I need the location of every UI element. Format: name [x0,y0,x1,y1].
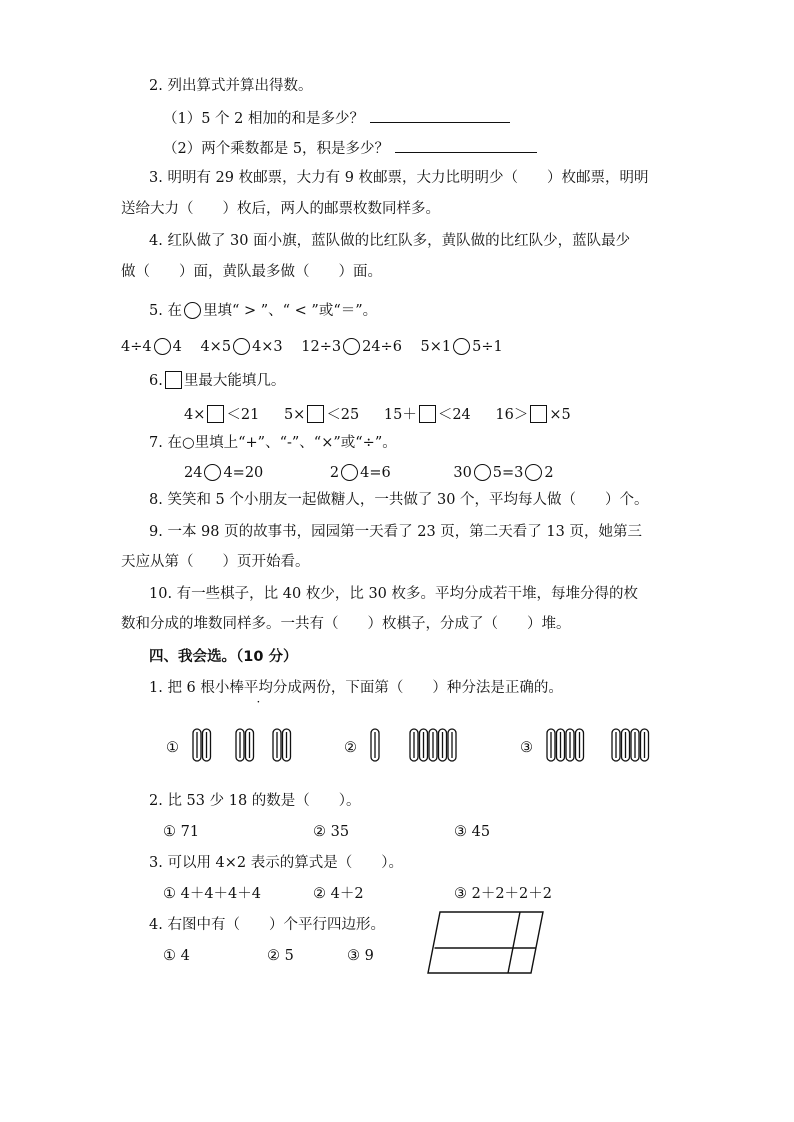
choice-option[interactable]: ① 71 [163,824,200,840]
q7-title: 7. 在○里填上“+”、“-”、“×”或“÷”。 [149,435,397,451]
q5-item: 5×1 5÷1 [420,339,503,355]
choice-option[interactable]: ② 35 [313,824,350,840]
q10-line1: 10. 有一些棋子，比 40 枚少，比 30 枚多。平均分成若干堆，每堆分得的枚 [149,586,639,602]
q5-title-post: 里填“ > ”、“ < ”或“＝”。 [202,303,378,319]
q5-item: 4×5 4×3 [200,339,283,355]
q2-title: 2. 列出算式并算出得数。 [149,78,313,94]
q4-line1: 4. 红队做了 30 面小旗，蓝队做的比红队多，黄队做的比红队少，蓝队最少 [149,233,631,249]
q8: 8. 笑笑和 5 个小朋友一起做糖人，一共做了 30 个，平均每人做（ ）个。 [149,492,649,508]
q6-item: 4× ＜21 [184,407,260,423]
c3-options [163,884,552,904]
q5-item: 12÷3 24÷6 [301,339,402,355]
q9-line1: 9. 一本 98 页的故事书，园园第一天看了 23 页，第二天看了 13 页，她第三 [149,524,642,540]
q6-item: 15＋ ＜24 [383,407,471,423]
c4-options [163,946,374,966]
choice-option[interactable]: ③ 45 [454,824,491,840]
q7-item: 2 4=6 [329,465,391,481]
q5-item: 4÷4 4 [121,339,182,355]
q6-item: 16＞ ×5 [495,407,571,423]
q3-line2: 送给大力（ ）枚后，两人的邮票枚数同样多。 [121,201,440,217]
q3-line1: 3. 明明有 29 枚邮票，大力有 9 枚邮票，大力比明明少（ ）枚邮票，明明 [149,170,649,186]
q7-item: 24 4=20 [184,465,264,481]
c4-title: 4. 右图中有（ ）个平行四边形。 [149,917,385,933]
c2-options [163,822,490,842]
c2-title: 2. 比 53 少 18 的数是（ ）。 [149,793,361,809]
choice-option[interactable]: ③ 9 [347,948,374,964]
choice-option[interactable]: ① 4＋4＋4＋4 [163,886,262,902]
c3-title: 3. 可以用 4×2 表示的算式是（ ）。 [149,855,404,871]
c1-title: 1. 把 6 根小棒平均分成两份，下面第（ ）种分法是正确的。 [149,680,563,696]
choice-option[interactable]: ③ 2＋2＋2＋2 [454,886,553,902]
q2-sub1-text: （1）5 个 2 相加的和是多少？ [163,111,365,127]
q6-title-post: 里最大能填几。 [183,373,286,389]
q5-title-pre: 5. 在 [149,303,182,319]
q6-item: 5× ＜25 [283,407,360,423]
choice-option[interactable]: ① 4 [163,948,190,964]
choice-option[interactable]: ② 5 [267,948,294,964]
c1-option-3-label[interactable]: ③ [520,740,533,756]
c1-option-1-label[interactable]: ① [166,740,179,756]
c1-option-2-label[interactable]: ② [344,740,357,756]
q4-line2: 做（ ）面，黄队最多做（ ）面。 [121,264,382,280]
choice-option[interactable]: ② 4＋2 [313,886,364,902]
emphasis-dotted: 平均 [243,680,273,696]
q2-sub2-text: （2）两个乘数都是 5，积是多少？ [163,141,390,157]
section-heading: 四、我会选。（10 分） [149,649,298,665]
q6-title-pre: 6. [149,373,163,389]
q10-line2: 数和分成的堆数同样多。一共有（ ）枚棋子，分成了（ ）堆。 [121,616,571,632]
q7-item: 30 5=3 2 [453,465,554,481]
q9-line2: 天应从第（ ）页开始看。 [121,554,310,570]
